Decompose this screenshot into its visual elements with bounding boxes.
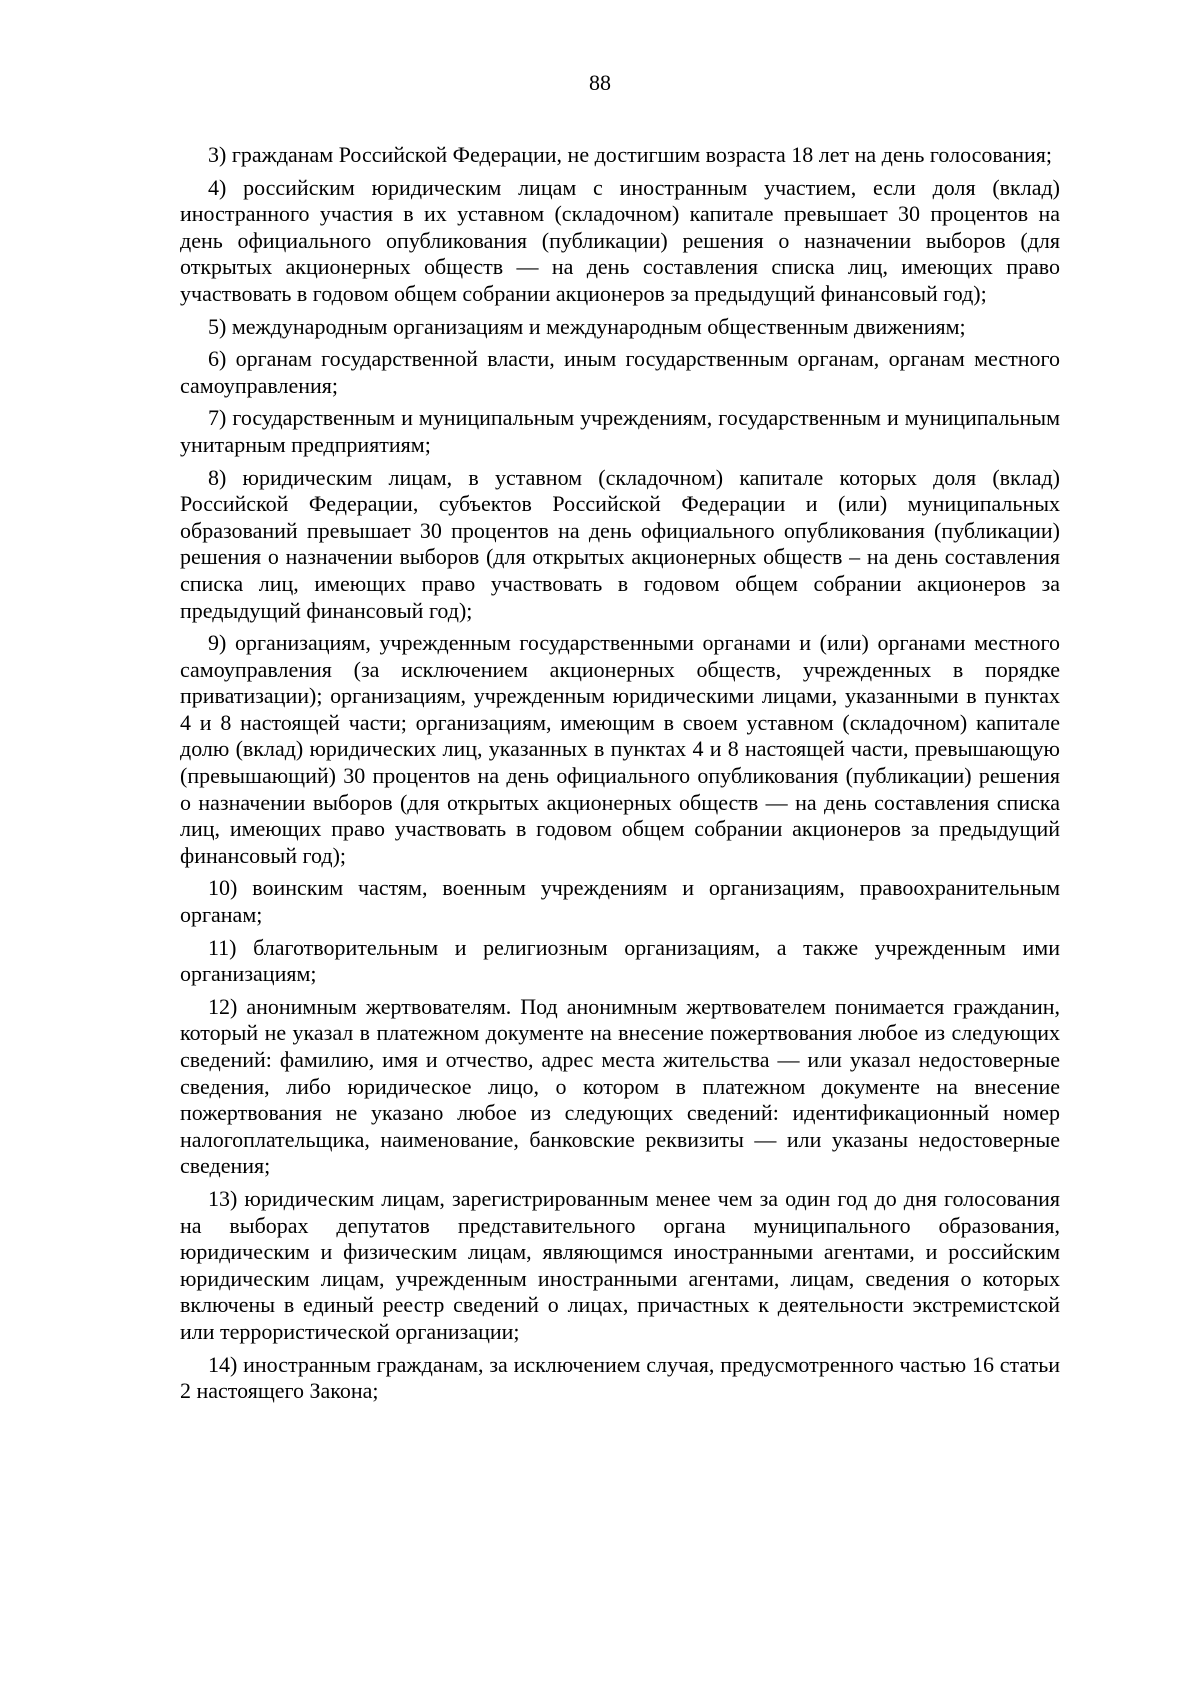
- list-item-4: 4) российским юридическим лицам с иностранным участием, если доля (вклад) иностранного участия в их уставном (складочном) капитале превышает 30 процентов на день официального опубликования (публикации) решения о назначении выборов (для открытых акционерных обществ — на день составления списка лиц, имеющих право участвовать в годовом общем собрании акционеров за предыдущий финансовый год);: [180, 174, 1060, 306]
- list-item-13: 13) юридическим лицам, зарегистрированным менее чем за один год до дня голосования на выборах депутатов представительного органа муниципального образования, юридическим и физическим лицам, являющимся иностранными агентами, и российским юридическим лицам, учрежденным иностранными агентами, лицам, сведения о которых включены в единый реестр сведений о лицах, причастных к деятельности экстремистской или террористической организации;: [180, 1185, 1060, 1344]
- list-item-12: 12) анонимным жертвователям. Под анонимным жертвователем понимается гражданин, который не указал в платежном документе на внесение пожертвования любое из следующих сведений: фамилию, имя и отчество, адрес места жительства — или указал недостоверные сведения, либо юридическое лицо, о котором в платежном документе на внесение пожертвования не указано любое из следующих сведений: идентификационный номер налогоплательщика, наименование, банковские реквизиты — или указаны недостоверные сведения;: [180, 993, 1060, 1179]
- list-item-14: 14) иностранным гражданам, за исключением случая, предусмотренного частью 16 статьи 2 настоящего Закона;: [180, 1351, 1060, 1404]
- list-item-7: 7) государственным и муниципальным учреждениям, государственным и муниципальным унитарным предприятиям;: [180, 405, 1060, 457]
- list-item-5: 5) международным организациям и международным общественным движениям;: [208, 313, 966, 339]
- page-number: 88: [589, 70, 611, 95]
- list-item-11: 11) благотворительным и религиозным организациям, а также учрежденным ими организациям;: [180, 934, 1060, 987]
- list-item-3: 3) гражданам Российской Федерации, не достигшим возраста 18 лет на день голосования;: [208, 142, 1053, 167]
- list-item-10: 10) воинским частям, военным учреждениям и организациям, правоохранительным органам;: [180, 875, 1060, 928]
- list-item-6: 6) органам государственной власти, иным государственным органам, органам местного самоуправления;: [180, 346, 1060, 398]
- list-item-8: 8) юридическим лицам, в уставном (складочном) капитале которых доля (вклад) Российской Федерации, субъектов Российской Федерации и (или) муниципальных образований превышает 30 процентов на день официального опубликования (публикации) решения о назначении выборов (для открытых акционерных обществ – на день составления списка лиц, имеющих право участвовать в годовом общем собрании акционеров за предыдущий финансовый год);: [180, 464, 1060, 623]
- list-item-9: 9) организациям, учрежденным государственными органами и (или) органами местного самоуправления (за исключением акционерных обществ, учрежденных в порядке приватизации); организациям, учрежденным юридическими лицами, указанными в пунктах 4 и 8 настоящей части; организациям, имеющим в своем уставном (складочном) капитале долю (вклад) юридических лиц, указанных в пунктах 4 и 8 настоящей части, превышающую (превышающий) 30 процентов на день официального опубликования (публикации) решения о назначении выборов (для открытых акционерных обществ — на день составления списка лиц, имеющих право участвовать в годовом общем собрании акционеров за предыдущий финансовый год);: [180, 630, 1060, 868]
- document-body: [180, 142, 1060, 1411]
